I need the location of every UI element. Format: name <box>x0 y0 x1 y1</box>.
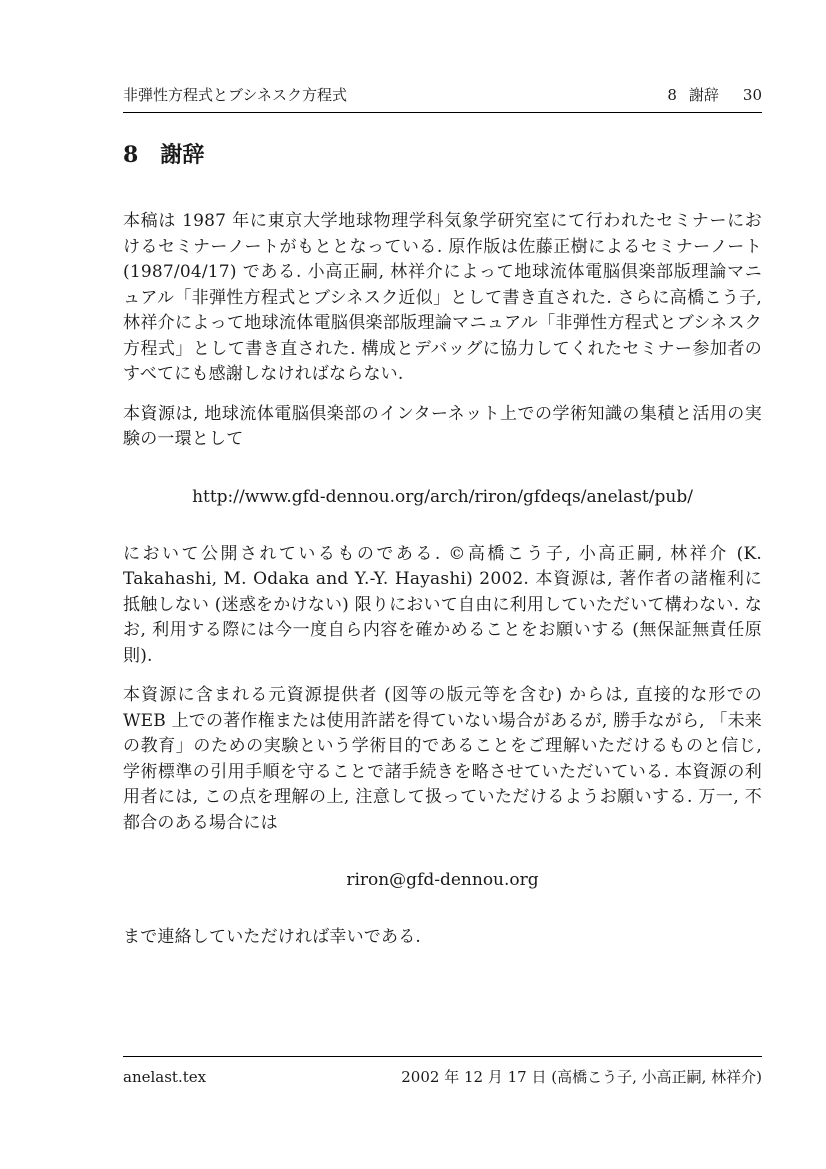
url-text: http://www.gfd-dennou.org/arch/riron/gfdeqs/anelast/pub/ <box>192 486 693 507</box>
header-page-number: 30 <box>742 86 762 104</box>
header-section-name: 謝辞 <box>688 86 719 104</box>
header-section-number: 8 <box>667 86 677 104</box>
page-content <box>123 138 762 965</box>
paragraph-license: において公開されているものである. ©高橋こう子, 小高正嗣, 林祥介 (K. Takahashi, M. Odaka and Y.-Y. Hayashi) 2002. 本資源は, 著作者の諸権利に抵触しない (迷惑をかけない) 限りにおいて自由に利用していただいて構わない. なお, 利用する際には今一度自ら内容を確かめることをお願いする (無保証無責任原則). <box>123 543 762 666</box>
section-title: 謝辞 <box>160 142 205 168</box>
email-text: riron@gfd-dennou.org <box>346 870 539 890</box>
header-section-ref <box>667 84 762 105</box>
paragraph-resource-intro: 本資源は, 地球流体電脳倶楽部のインターネット上での学術知識の集積と活用の実験の一環として <box>123 403 762 449</box>
section-number: 8 <box>123 142 139 168</box>
page-footer <box>123 1056 762 1087</box>
running-title: 非弾性方程式とブシネスク方程式 <box>123 86 347 104</box>
footer-date-credit: 2002 年 12 月 17 日 (高橋こう子, 小高正嗣, 林祥介) <box>401 1068 762 1086</box>
page-header <box>123 84 762 113</box>
paragraph-origin: 本稿は 1987 年に東京大学地球物理学科気象学研究室にて行われたセミナーにおけるセミナーノートがもととなっている. 原作版は佐藤正樹によるセミナーノート (1987/04/17) である. 小高正嗣, 林祥介によって地球流体電脳倶楽部版理論マニュアル「非弾性方程式とブシネスク近似」として書き直された. さらに高橋こう子, 林祥介によって地球流体電脳倶楽部版理論マニュアル「非弾性方程式とブシネスク方程式」として書き直された. 構成とデバッグに協力してくれたセミナー参加者のすべてにも感謝しなければならない. <box>123 211 762 384</box>
paragraph-disclaimer: 本資源に含まれる元資源提供者 (図等の版元等を含む) からは, 直接的な形での WEB 上での著作権または使用許諾を得ていない場合があるが, 勝手ながら, 「未来の教育」のための実験という学術目的であることをご理解いただけるものと信じ, 学術標準の引用手順を守ることで諸手続きを略させていただいている. 本資源の利用者には, この点を理解の上, 注意して扱っていただけるようお願いする. 万一, 不都合のある場合には <box>123 685 762 833</box>
section-heading <box>123 138 762 169</box>
paragraph-contact-close: まで連絡していただければ幸いである. <box>123 927 422 947</box>
footer-filename: anelast.tex <box>123 1068 207 1086</box>
